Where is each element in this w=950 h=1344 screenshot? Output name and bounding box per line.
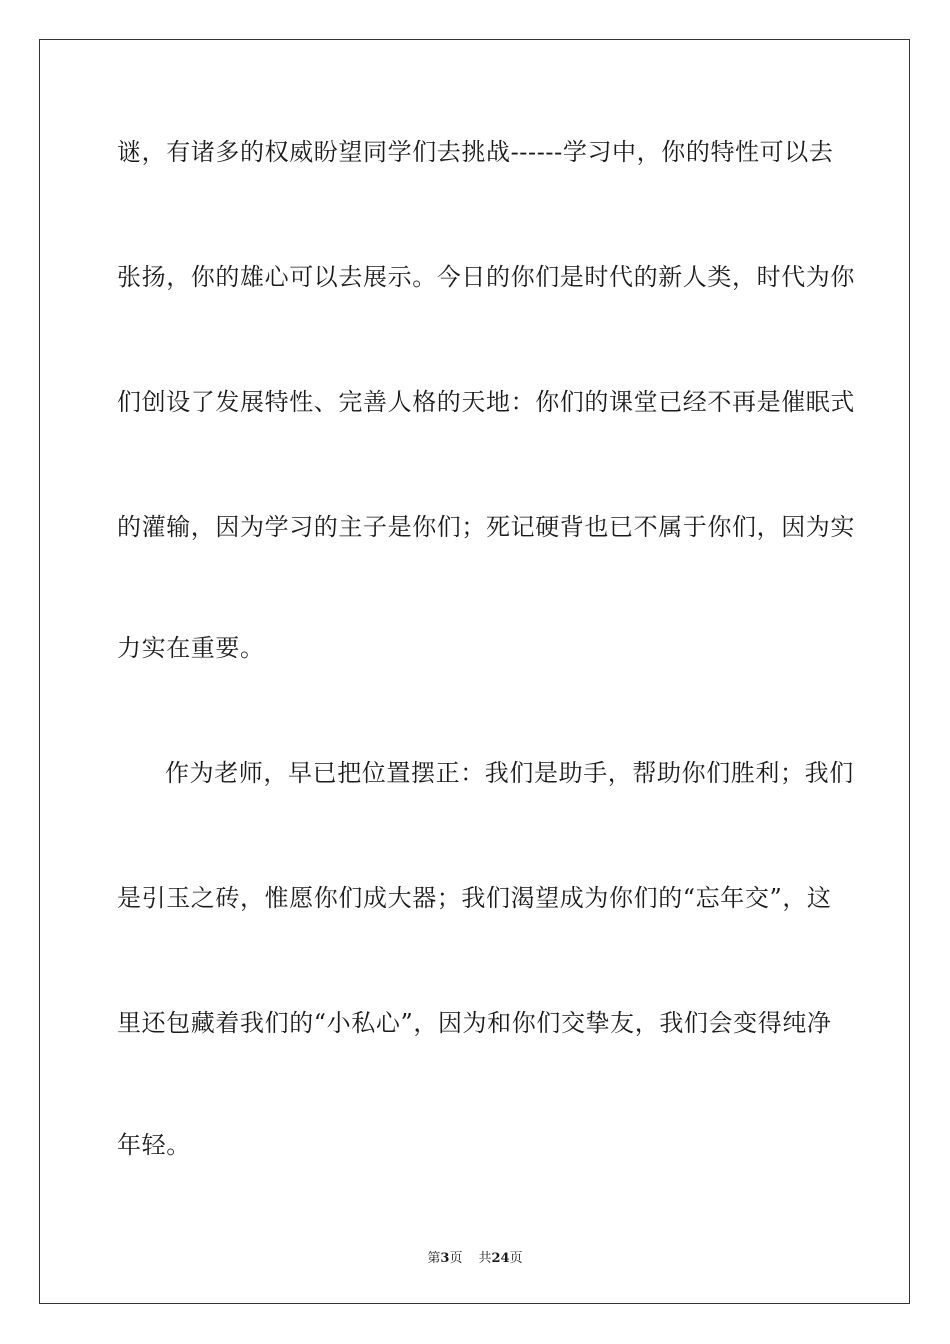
body-line-3: 们创设了发展特性、完善人格的天地：你们的课堂已经不再是催眠式	[117, 388, 855, 416]
page-prefix: 第	[427, 1251, 441, 1266]
body-line-2: 张扬，你的雄心可以去展示。今日的你们是时代的新人类，时代为你	[117, 263, 855, 291]
body-line-6: 作为老师，早已把位置摆正：我们是助手，帮助你们胜利；我们	[165, 759, 854, 787]
page-total: 24	[491, 1251, 510, 1266]
body-line-8: 里还包藏着我们的“小私心”，因为和你们交挚友，我们会变得纯净	[117, 1009, 832, 1037]
page-suffix: 页	[449, 1251, 463, 1266]
total-suffix: 页	[509, 1251, 523, 1266]
body-line-5: 力实在重要。	[117, 634, 265, 662]
body-line-7: 是引玉之砖，惟愿你们成大器；我们渴望成为你们的“忘年交”，这	[117, 884, 832, 912]
body-line-4: 的灌输，因为学习的主子是你们；死记硬背也已不属于你们，因为实	[117, 513, 855, 541]
page-current: 3	[440, 1251, 450, 1266]
page-border	[39, 39, 910, 1304]
body-line-9: 年轻。	[117, 1131, 191, 1159]
page-footer	[0, 1247, 950, 1266]
total-prefix: 共	[478, 1251, 492, 1266]
body-line-1: 谜，有诸多的权威盼望同学们去挑战------学习中，你的特性可以去	[117, 138, 834, 166]
